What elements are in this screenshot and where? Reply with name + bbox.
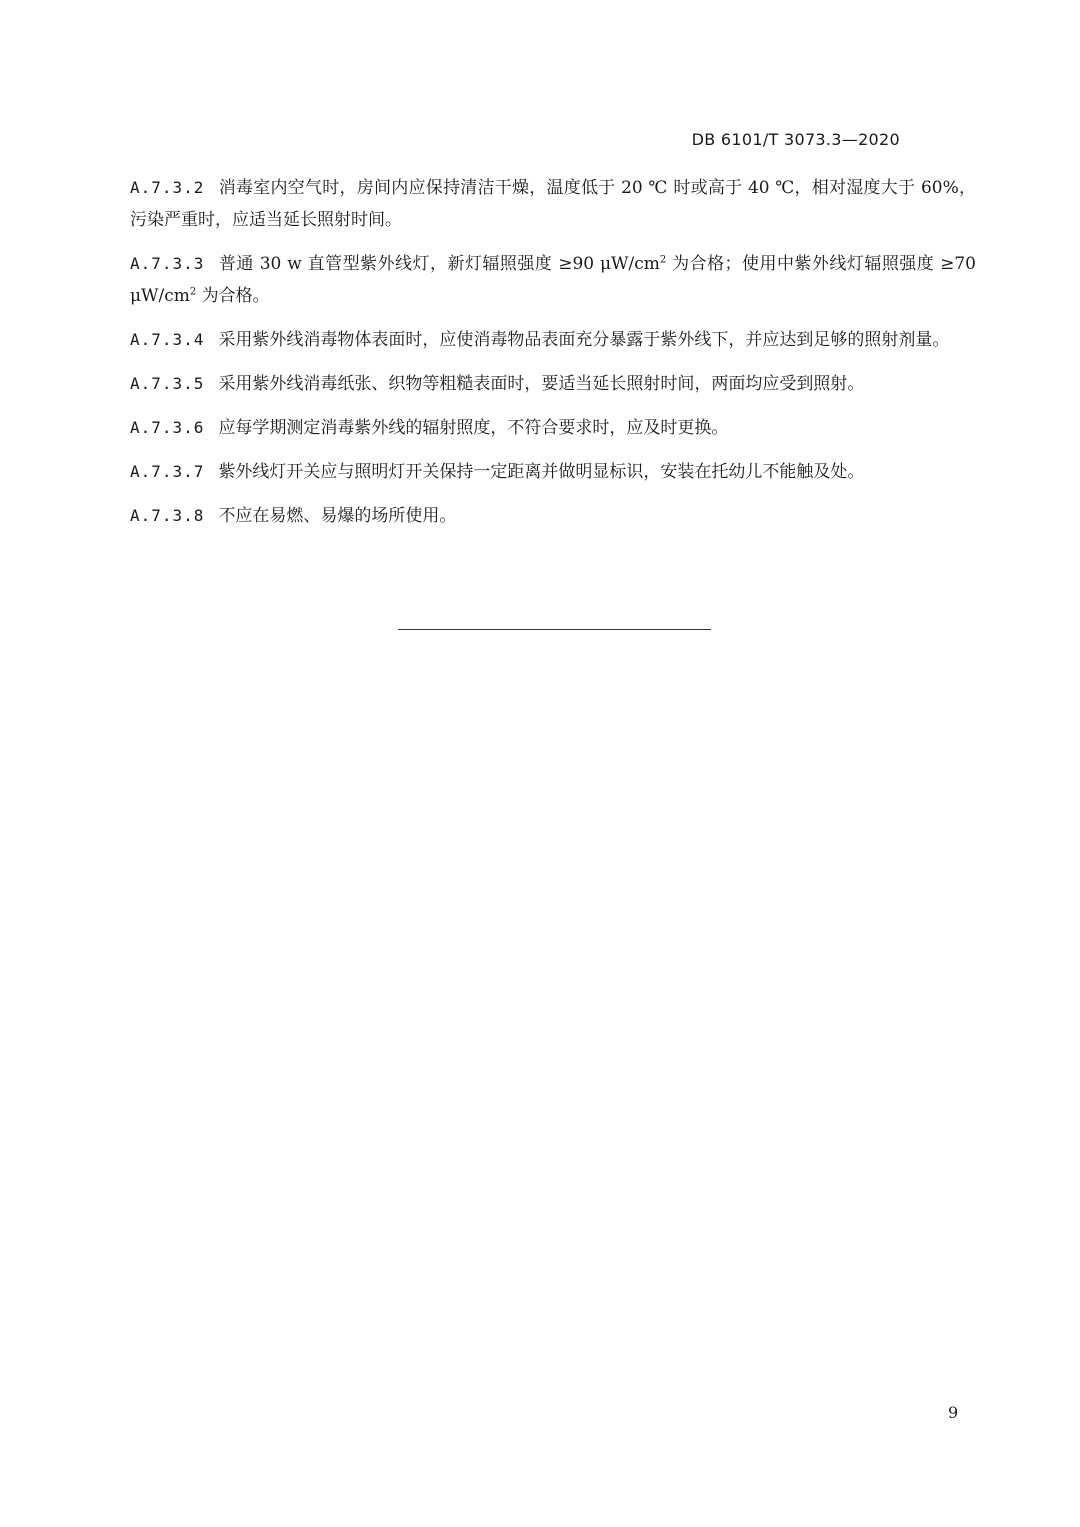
clause-text: 紫外线灯开关应与照明灯开关保持一定距离并做明显标识，安装在托幼儿不能触及处。 [218,462,865,482]
clause-list [130,172,976,544]
clause-text: 应每学期测定消毒紫外线的辐射照度，不符合要求时，应及时更换。 [218,418,729,438]
clause-a735 [130,368,976,400]
clause-a733 [130,248,976,312]
clause-text: 采用紫外线消毒物体表面时，应使消毒物品表面充分暴露于紫外线下，并应达到足够的照射剂量。 [218,330,950,350]
clause-number: A.7.3.5 [130,374,205,393]
clause-number: A.7.3.8 [130,506,205,525]
document-code-header: DB 6101/T 3073.3—2020 [691,130,900,149]
clause-a732 [130,172,976,236]
clause-text-part-3: 为合格。 [196,286,270,306]
clause-a737 [130,456,976,488]
clause-text-part-1: 普通 30 w 直管型紫外线灯，新灯辐照强度 ≥90 μW/cm [218,254,660,274]
clause-a736 [130,412,976,444]
superscript: 2 [659,254,667,266]
clause-number: A.7.3.2 [130,178,205,197]
clause-number: A.7.3.3 [130,254,205,273]
clause-text-part-2: 为合格；使用中紫外线灯辐照强度 ≥70 μW/cm [130,254,976,306]
page-number: 9 [948,1403,959,1422]
clause-text: 消毒室内空气时，房间内应保持清洁干燥，温度低于 20 ℃ 时或高于 40 ℃，相对湿度大于 60%，污染严重时，应适当延长照射时间。 [130,178,976,230]
clause-text: 不应在易燃、易爆的场所使用。 [218,506,457,526]
clause-number: A.7.3.6 [130,418,205,437]
clause-number: A.7.3.4 [130,330,205,349]
clause-a734 [130,324,976,356]
clause-number: A.7.3.7 [130,462,205,481]
clause-a738 [130,500,976,532]
clause-text: 采用紫外线消毒纸张、织物等粗糙表面时，要适当延长照射时间，两面均应受到照射。 [218,374,865,394]
end-of-standard-rule [398,629,711,630]
superscript: 2 [189,286,197,298]
